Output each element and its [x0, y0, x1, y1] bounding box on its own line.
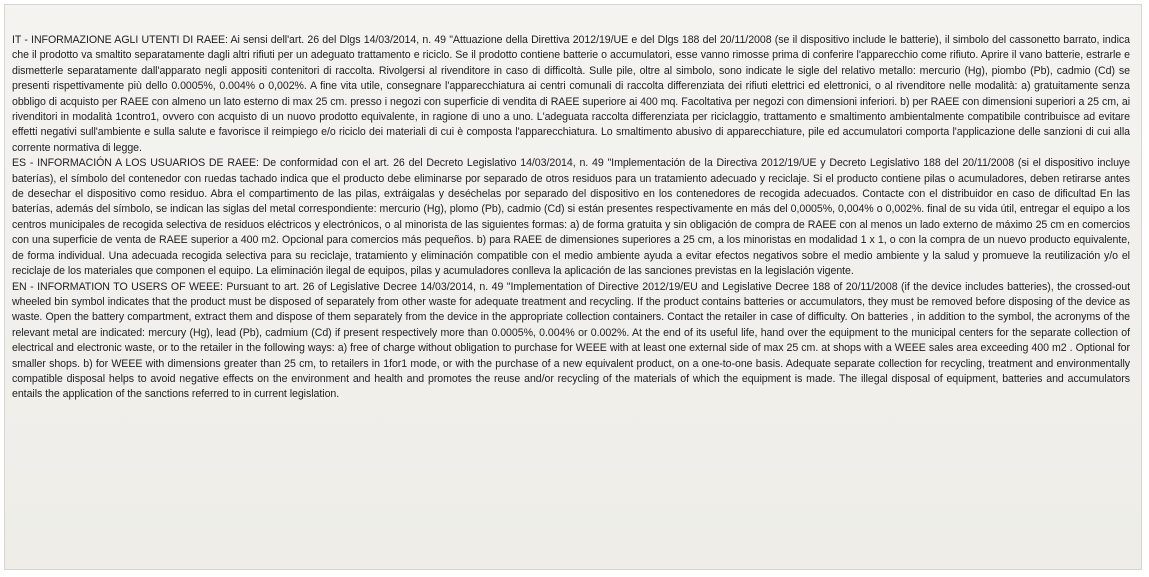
section-es-raee-info: ES - INFORMACIÓN A LOS USUARIOS DE RAEE: De conformidad con el art. 26 del Decreto Legislativo 14/03/2014, n. 49 "Implementación de la Directiva 2012/19/UE y Decreto Legislativo 188 del 20/11/2008 (si el dispositivo incluye baterías), el símbolo del contenedor con ruedas tachado indica que el producto debe eliminarse por separado de otros residuos para un tratamiento adecuado y reciclaje. Si el producto contiene pilas o acumuladores, deben retirarse antes de desechar el dispositivo como residuo. Abra el compartimento de las pilas, extráigalas y deséchelas por separado del dispositivo en los contenedores de recogida adecuados. Contacte con el distribuidor en caso de dificultad En las baterías, además del símbolo, se indican las siglas del metal correspondiente: mercurio (Hg), plomo (Pb), cadmio (Cd) si están presentes respectivamente en más del 0,0005%, 0,004% o 0,002%. final de su vida útil, entregar el equipo a los centros municipales de recogida selectiva de residuos eléctricos y electrónicos, o al minorista de las siguientes formas: a) de forma gratuita y sin obligación de compra de RAEE con al menos un lado externo de máximo 25 cm en comercios con una superficie de venta de RAEE superior a 400 m2. Opcional para comercios más pequeños. b) para RAEE de dimensiones superiores a 25 cm, a los minoristas en modalidad 1 x 1, o con la compra de un nuevo producto equivalente, de forma individual. Una adecuada recogida selectiva para su reciclaje, tratamiento y eliminación compatible con el medio ambiente ayuda a evitar efectos negativos sobre el medio ambiente y la salud y promueve la reutilización y/o el reciclaje de los materiales que componen el equipo. La eliminación ilegal de equipos, pilas y acumuladores conlleva la aplicación de las sanciones previstas en la legislación vigente.	[12, 157, 1130, 278]
weee-info-text-block	[12, 33, 1130, 403]
section-it-weee-info: IT - INFORMAZIONE AGLI UTENTI DI RAEE: Ai sensi dell'art. 26 del Dlgs 14/03/2014, n. 49 "Attuazione della Direttiva 2012/19/UE e del Dlgs 188 del 20/11/2008 (se il dispositivo include le batterie), il simbolo del cassonetto barrato, indica che il prodotto va smaltito separatamente dagli altri rifiuti per un adeguato trattamento e riciclo. Se il prodotto contiene batterie o accumulatori, esse vanno rimosse prima di conferire l'apparecchio come rifiuto. Aprire il vano batterie, estrarle e dismetterle separatamente dall'apparato negli appositi contenitori di raccolta. Rivolgersi al rivenditore in caso di difficoltà. Sulle pile, oltre al simbolo, sono indicate le sigle del relativo metallo: mercurio (Hg), piombo (Pb), cadmio (Cd) se presenti rispettivamente più dello 0.0005%, 0.004% o 0,002%. A fine vita utile, consegnare l'apparecchiatura ai centri comunali di raccolta differenziata dei rifiuti elettrici ed elettronici, o al rivenditore nelle modalità: a) gratuitamente senza obbligo di acquisto per RAEE con almeno un lato esterno di max 25 cm. presso i negozi con superficie di vendita di RAEE superiore ai 400 mq. Facoltativa per negozi con dimensioni inferiori. b) per RAEE con dimensioni superiori a 25 cm, ai rivenditori in modalità 1contro1, ovvero con acquisto di un nuovo prodotto equivalente, in ragione di uno a uno. L'adeguata raccolta differenziata per riciclaggio, trattamento e smaltimento ambientalmente compatibile contribuisce ad evitare effetti negativi sull'ambiente e sulla salute e favorisce il reimpiego e/o riciclo dei materiali di cui è composta l'apparecchiatura. Lo smaltimento abusivo di apparecchiature, pile ed accumulatori comporta l'applicazione delle sanzioni di cui alla corrente normativa di legge.	[12, 34, 1130, 154]
section-en-weee-info: EN - INFORMATION TO USERS OF WEEE: Pursuant to art. 26 of Legislative Decree 14/03/2014, n. 49 "Implementation of Directive 2012/19/EU and Legislative Decree 188 of 20/11/2008 (if the device includes batteries), the crossed-out wheeled bin symbol indicates that the product must be disposed of separately from other waste for adequate treatment and recycling. If the product contains batteries or accumulators, they must be removed before disposing of the device as waste. Open the battery compartment, extract them and dispose of them separately from the device in the appropriate collection containers. Contact the retailer in case of difficulty. On batteries , in addition to the symbol, the acronyms of the relevant metal are indicated: mercury (Hg), lead (Pb), cadmium (Cd) if present respectively more than 0.0005%, 0.004% or 0.002%. At the end of its useful life, hand over the equipment to the municipal centers for the separate collection of electrical and electronic waste, or to the retailer in the following ways: a) free of charge without obligation to purchase for WEEE with at least one external side of max 25 cm. at shops with a WEEE sales area exceeding 400 m2 . Optional for smaller shops. b) for WEEE with dimensions greater than 25 cm, to retailers in 1for1 mode, or with the purchase of a new equivalent product, on a one-to-one basis. Adequate separate collection for recycling, treatment and environmentally compatible disposal helps to avoid negative effects on the environment and health and promotes the reuse and/or recycling of the materials of which the equipment is made. The illegal disposal of equipment, batteries and accumulators entails the application of the sanctions referred to in current legislation.	[12, 280, 1130, 401]
